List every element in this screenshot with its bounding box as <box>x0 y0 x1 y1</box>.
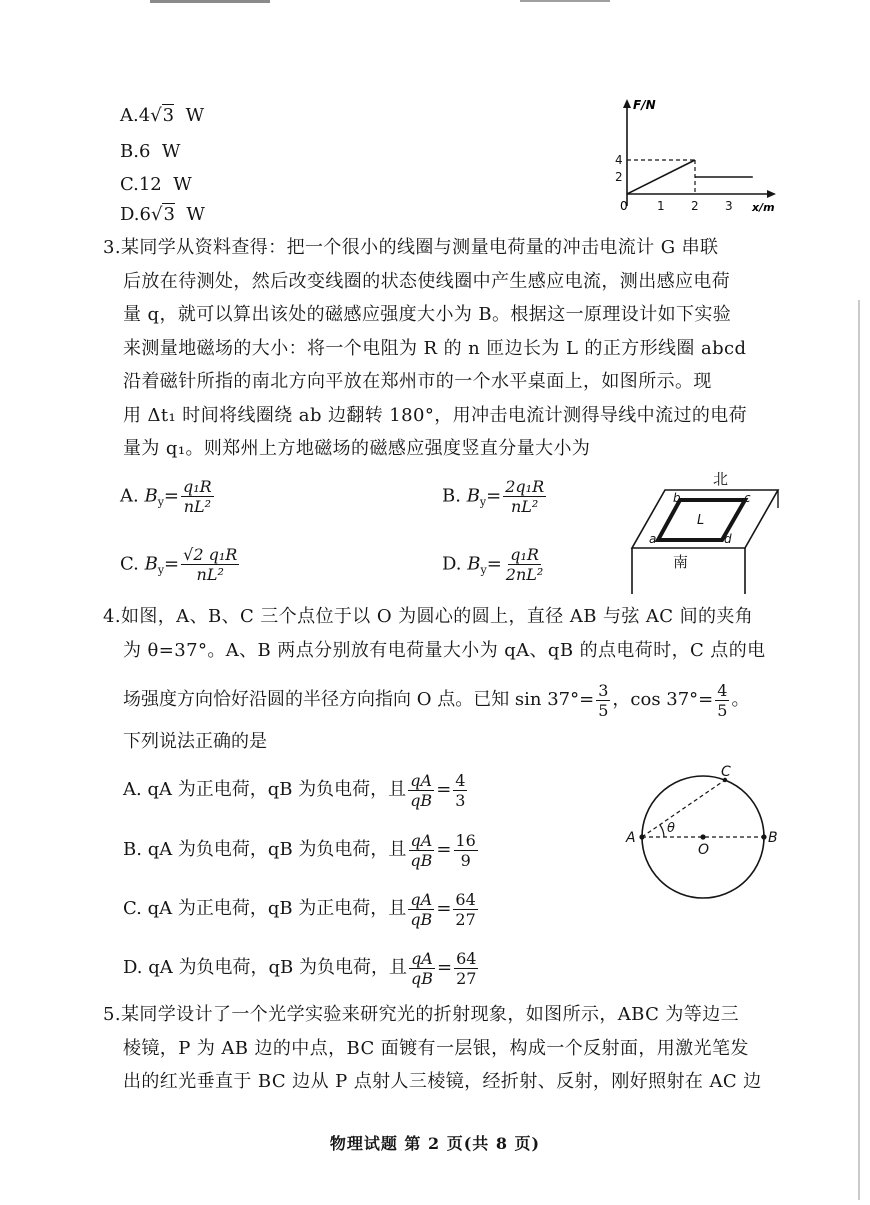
q3-line-3: 量 q，就可以算出该处的磁感应强度大小为 B。根据这一原理设计如下实验 <box>123 304 732 325</box>
point-A <box>639 834 644 839</box>
q3-line-1: 3.某同学从资料查得：把一个很小的线圈与测量电荷量的冲击电流计 G 串联 <box>103 237 719 258</box>
circle-figure <box>620 765 785 900</box>
q4-line-1: 4.如图，A、B、C 三个点位于以 O 为圆心的圆上，直径 AB 与弦 AC 间的夹角 <box>103 606 754 627</box>
point-O <box>700 834 705 839</box>
page-footer: 物理试题 第 2 页(共 8 页) <box>329 1134 541 1153</box>
graph-x-label: x/m <box>752 201 775 214</box>
south-label: 南 <box>673 553 689 571</box>
question-4 <box>103 600 783 667</box>
q3-line-2: 后放在待测处，然后改变线圈的状态使线圈中产生感应电流，测出感应电荷 <box>123 270 731 292</box>
q3-line-5: 沿着磁针所指的南北方向平放在郑州市的一个水平桌面上，如图所示。现 <box>123 371 712 392</box>
coil-on-table-figure <box>625 468 785 596</box>
q3-option-a: A. $B_y=$ $\frac{\text{q₁R}}{\text{nL²}}$ <box>120 477 212 516</box>
scan-edge-right <box>858 300 860 1200</box>
graph-origin-label: 0 <box>620 199 628 213</box>
q4-option-c: C. qA 为正电荷，qB 为正电荷，且 $\frac{qA}{qB}$ = $\frac{64}{27}$ <box>123 889 476 929</box>
q4-line-3: 场强度方向恰好沿圆的半径方向指向 O 点。已知 sin 37°= $\frac{3}{5}$ ，cos 37°= $\frac{4}{5}$ 。 <box>123 680 750 720</box>
north-label: 北 <box>713 470 729 488</box>
q3-option-d: D. $B_y=$ $\frac{\text{q₁R}}{\text{2nL²}}$ <box>442 545 544 584</box>
vertex-a: a <box>649 532 657 546</box>
graph-y-tick-2: 2 <box>615 170 623 184</box>
q3-option-b: B. $B_y=$ $\frac{\text{2q₁R}}{\text{nL²}}$ <box>442 477 545 516</box>
point-B <box>761 834 766 839</box>
q2-option-d: D.6√3 W <box>120 204 205 225</box>
scan-edge-top <box>150 0 270 3</box>
q5-line-1: 5.某同学设计了一个光学实验来研究光的折射现象，如图所示，ABC 为等边三 <box>103 1004 740 1025</box>
q4-line-2: 为 θ=37°。A、B 两点分别放有电荷量大小为 qA、qB 的点电荷时，C 点的电 <box>123 639 766 661</box>
vertex-d: d <box>724 532 732 546</box>
graph-x-arrow <box>767 190 776 198</box>
scan-edge-top-2 <box>520 0 610 2</box>
label-A: A <box>626 830 636 846</box>
question-5 <box>103 998 783 1099</box>
q5-line-3: 出的红光垂直于 BC 边从 P 点射人三棱镜，经折射、反射，刚好照射在 AC 边 <box>123 1071 762 1092</box>
question-3 <box>103 231 783 466</box>
label-B: B <box>768 830 778 846</box>
q3-option-c: C. $B_y=$ $\frac{\text{√2 q₁R}}{\text{nL²}}$ <box>120 545 238 584</box>
vertex-b: b <box>673 491 681 505</box>
chord-AC <box>642 780 725 837</box>
graph-segment-1 <box>627 160 695 194</box>
graph-x-tick-2: 2 <box>691 199 699 213</box>
graph-y-tick-4: 4 <box>615 153 623 167</box>
q4-line-4: 下列说法正确的是 <box>123 731 267 752</box>
q3-line-4: 来测量地磁场的大小：将一个电阻为 R 的 n 匝边长为 L 的正方形线圈 abcd <box>123 337 747 359</box>
q5-line-2: 棱镜，P 为 AB 边的中点，BC 面镀有一层银，构成一个反射面，用激光笔发 <box>123 1037 749 1059</box>
graph-y-arrow <box>623 99 631 108</box>
graph-x-tick-3: 3 <box>725 199 733 213</box>
coil-label: L <box>697 513 705 528</box>
q2-option-a: A.4√3 W <box>120 105 205 126</box>
q2-option-b: B.6 W <box>120 141 181 162</box>
graph-y-label: F/N <box>633 98 656 112</box>
label-theta: θ <box>667 821 675 836</box>
label-C: C <box>721 765 731 780</box>
q4-option-b: B. qA 为负电荷，qB 为负电荷，且 $\frac{qA}{qB}$ = $\frac{16}{9}$ <box>123 830 476 870</box>
q2-option-c: C.12 W <box>120 174 192 195</box>
vertex-c: c <box>744 491 751 505</box>
graph-x-tick-1: 1 <box>657 199 665 213</box>
q3-line-7: 量为 q₁。则郑州上方地磁场的磁感应强度竖直分量大小为 <box>123 438 591 459</box>
label-O: O <box>698 842 710 858</box>
q4-option-a: A. qA 为正电荷，qB 为负电荷，且 $\frac{qA}{qB}$ = $\frac{4}{3}$ <box>123 770 466 810</box>
force-displacement-graph <box>610 96 780 218</box>
angle-arc <box>660 825 664 837</box>
q4-option-d: D. qA 为负电荷，qB 为负电荷，且 $\frac{qA}{qB}$ = $\frac{64}{27}$ <box>123 948 477 988</box>
q3-line-6: 用 Δt₁ 时间将线圈绕 ab 边翻转 180°，用冲击电流计测得导线中流过的电荷 <box>123 404 748 426</box>
